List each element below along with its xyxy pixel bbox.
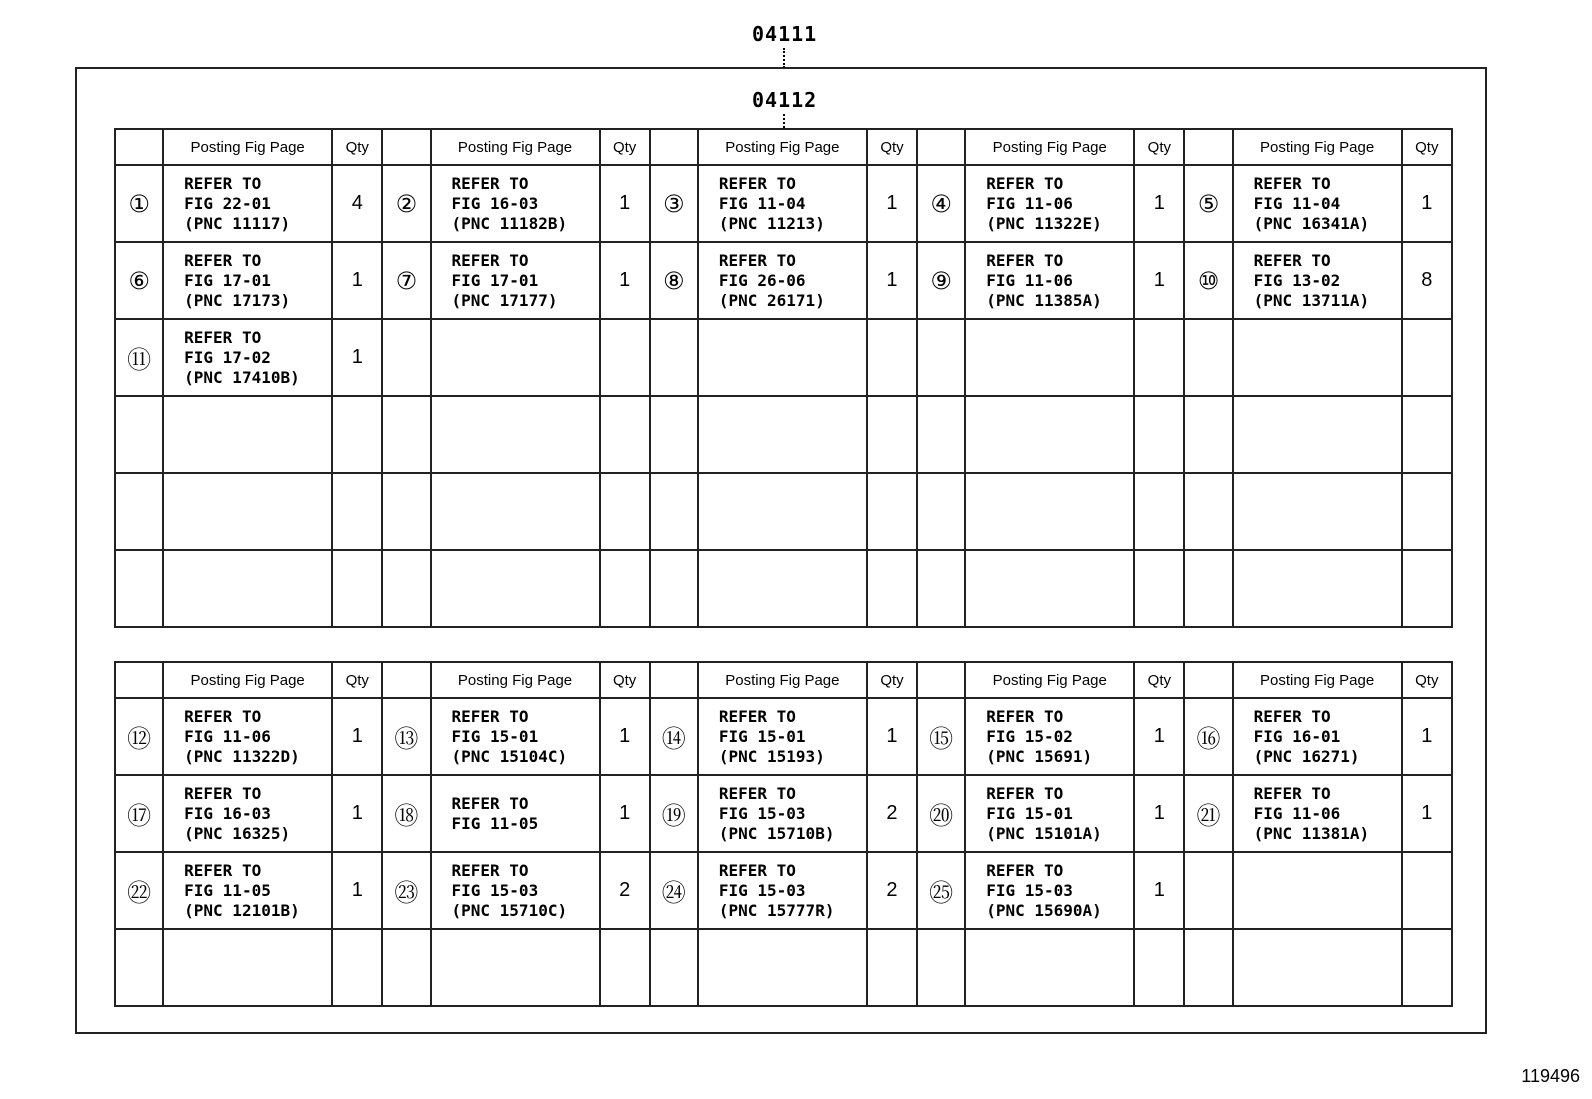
reference-line: (PNC 15104C) [451, 746, 568, 766]
reference-line: FIG 15-03 [718, 803, 806, 823]
reference-line: (PNC 15710B) [718, 823, 835, 843]
reference-line: FIG 11-06 [986, 270, 1073, 290]
header-posting-fig-page: Posting Fig Page [698, 662, 867, 698]
header-posting-fig-page: Posting Fig Page [698, 129, 867, 165]
posting-fig-reference [431, 396, 600, 473]
part-callout-number [650, 550, 698, 627]
part-callout-number [1184, 396, 1232, 473]
reference-line: (PNC 11182B) [451, 213, 568, 233]
posting-fig-reference [431, 698, 600, 775]
posting-fig-reference [965, 396, 1134, 473]
header-posting-fig-page: Posting Fig Page [965, 662, 1134, 698]
posting-fig-reference [163, 550, 332, 627]
header-blank-cell [917, 662, 965, 698]
part-callout-number [650, 929, 698, 1006]
posting-fig-reference [163, 396, 332, 473]
header-qty: Qty [1134, 129, 1184, 165]
part-callout-number: ⑯ [1184, 698, 1232, 775]
part-quantity: 1 [332, 698, 382, 775]
part-callout-number [1184, 550, 1232, 627]
reference-line: REFER TO [184, 783, 262, 803]
reference-line: FIG 11-06 [986, 193, 1073, 213]
posting-fig-reference [431, 165, 600, 242]
reference-line: FIG 13-02 [1253, 270, 1341, 290]
header-qty: Qty [600, 662, 650, 698]
reference-line: (PNC 15691) [986, 746, 1093, 766]
reference-line: REFER TO [718, 706, 796, 726]
part-quantity: 1 [1402, 775, 1452, 852]
table-row [115, 852, 1452, 929]
reference-line: REFER TO [451, 860, 529, 880]
part-quantity: 1 [1402, 165, 1452, 242]
part-callout-number: ㉓ [382, 852, 430, 929]
posting-fig-reference [698, 550, 867, 627]
posting-fig-reference [1233, 242, 1402, 319]
table-row [115, 396, 1452, 473]
part-quantity: 8 [1402, 242, 1452, 319]
posting-fig-reference [965, 775, 1134, 852]
posting-fig-reference [698, 775, 867, 852]
reference-line: (PNC 11385A) [986, 290, 1102, 310]
leader-line-outer [783, 48, 785, 68]
reference-line: FIG 17-01 [451, 270, 539, 290]
posting-fig-reference [965, 319, 1134, 396]
header-blank-cell [917, 129, 965, 165]
reference-line: (PNC 15101A) [986, 823, 1102, 843]
header-qty: Qty [867, 129, 917, 165]
reference-line: FIG 11-04 [718, 193, 806, 213]
part-callout-number [917, 929, 965, 1006]
header-posting-fig-page: Posting Fig Page [163, 662, 332, 698]
reference-line: FIG 15-03 [718, 880, 806, 900]
part-quantity [867, 473, 917, 550]
reference-line: (PNC 26171) [718, 290, 825, 310]
part-quantity: 2 [867, 775, 917, 852]
part-quantity: 2 [600, 852, 650, 929]
reference-line: FIG 16-01 [1253, 726, 1341, 746]
part-quantity [1134, 929, 1184, 1006]
header-qty: Qty [332, 662, 382, 698]
reference-line: FIG 15-02 [986, 726, 1073, 746]
posting-fig-reference [1233, 319, 1402, 396]
table-row [115, 165, 1452, 242]
reference-line: (PNC 17410B) [184, 367, 300, 387]
part-quantity [332, 550, 382, 627]
reference-line: (PNC 16341A) [1253, 213, 1370, 233]
reference-line: (PNC 11117) [184, 213, 291, 233]
part-quantity: 1 [332, 852, 382, 929]
part-quantity: 1 [1134, 775, 1184, 852]
part-quantity: 1 [1134, 242, 1184, 319]
posting-fig-reference [1233, 550, 1402, 627]
reference-line: REFER TO [986, 860, 1064, 880]
part-callout-number: ⑩ [1184, 242, 1232, 319]
header-posting-fig-page: Posting Fig Page [965, 129, 1134, 165]
reference-line: REFER TO [986, 783, 1064, 803]
posting-fig-reference [965, 929, 1134, 1006]
posting-fig-reference [965, 698, 1134, 775]
part-quantity: 1 [1402, 698, 1452, 775]
posting-fig-reference [698, 698, 867, 775]
part-callout-number: ㉕ [917, 852, 965, 929]
reference-line: REFER TO [1253, 706, 1331, 726]
table-row [115, 473, 1452, 550]
part-quantity [1402, 396, 1452, 473]
part-quantity: 1 [600, 242, 650, 319]
reference-line: REFER TO [451, 173, 529, 193]
header-qty: Qty [867, 662, 917, 698]
reference-line: REFER TO [1253, 250, 1331, 270]
part-callout-number: ⑱ [382, 775, 430, 852]
table-row [115, 775, 1452, 852]
posting-fig-reference [163, 165, 332, 242]
posting-fig-reference [163, 775, 332, 852]
header-blank-cell [115, 129, 163, 165]
header-blank-cell [1184, 662, 1232, 698]
part-callout-number [115, 396, 163, 473]
reference-line: REFER TO [718, 250, 796, 270]
reference-line: REFER TO [451, 706, 529, 726]
posting-fig-reference [1233, 698, 1402, 775]
reference-line: REFER TO [184, 250, 262, 270]
reference-line: REFER TO [451, 793, 529, 813]
reference-line: (PNC 12101B) [184, 900, 300, 920]
table-row [115, 550, 1452, 627]
part-quantity: 1 [600, 698, 650, 775]
table-header-row [115, 662, 1452, 698]
part-quantity [600, 929, 650, 1006]
posting-fig-reference [431, 775, 600, 852]
part-quantity [1134, 319, 1184, 396]
posting-fig-reference [698, 929, 867, 1006]
table-header-row [115, 129, 1452, 165]
header-blank-cell [650, 662, 698, 698]
reference-line: REFER TO [1253, 783, 1331, 803]
part-callout-number [917, 319, 965, 396]
part-callout-number: ⑨ [917, 242, 965, 319]
table-row [115, 698, 1452, 775]
reference-line: (PNC 15193) [718, 746, 825, 766]
header-qty: Qty [600, 129, 650, 165]
reference-line: REFER TO [1253, 173, 1331, 193]
part-quantity: 1 [867, 165, 917, 242]
posting-fig-reference [431, 242, 600, 319]
reference-line: REFER TO [718, 783, 796, 803]
part-quantity: 1 [332, 775, 382, 852]
reference-line: FIG 11-05 [184, 880, 271, 900]
posting-fig-reference [163, 852, 332, 929]
posting-fig-reference [163, 242, 332, 319]
part-quantity [1134, 473, 1184, 550]
part-callout-number [650, 319, 698, 396]
reference-line: (PNC 15690A) [986, 900, 1102, 920]
part-callout-number [115, 473, 163, 550]
part-quantity: 1 [867, 242, 917, 319]
part-callout-number [650, 396, 698, 473]
part-callout-number: ⑪ [115, 319, 163, 396]
reference-line: (PNC 17173) [184, 290, 291, 310]
part-quantity: 1 [332, 242, 382, 319]
part-callout-number: ① [115, 165, 163, 242]
posting-fig-reference [431, 319, 600, 396]
reference-line: REFER TO [986, 173, 1064, 193]
reference-line: FIG 16-03 [184, 803, 271, 823]
part-quantity [1134, 396, 1184, 473]
reference-line: FIG 11-04 [1253, 193, 1341, 213]
part-callout-number: ⑫ [115, 698, 163, 775]
posting-fig-reference [698, 473, 867, 550]
assembly-code-inner: 04112 [752, 88, 818, 112]
figure-code: 119496 [1521, 1066, 1580, 1086]
reference-line: FIG 15-03 [451, 880, 539, 900]
posting-fig-reference [163, 698, 332, 775]
part-quantity [1402, 852, 1452, 929]
part-callout-number: ③ [650, 165, 698, 242]
reference-line: FIG 15-01 [718, 726, 806, 746]
part-quantity [1134, 550, 1184, 627]
part-callout-number: ⑭ [650, 698, 698, 775]
posting-fig-reference [965, 852, 1134, 929]
part-callout-number [917, 550, 965, 627]
part-callout-number [650, 473, 698, 550]
part-callout-number: ㉔ [650, 852, 698, 929]
posting-fig-reference [698, 165, 867, 242]
reference-line: REFER TO [184, 860, 262, 880]
header-qty: Qty [332, 129, 382, 165]
part-quantity [867, 929, 917, 1006]
part-callout-number: ⑤ [1184, 165, 1232, 242]
reference-line: (PNC 17177) [451, 290, 558, 310]
part-quantity [600, 473, 650, 550]
reference-line: FIG 26-06 [718, 270, 806, 290]
reference-line: (PNC 11213) [718, 213, 825, 233]
part-callout-number: ⑳ [917, 775, 965, 852]
reference-line: FIG 11-06 [184, 726, 271, 746]
header-blank-cell [382, 662, 430, 698]
leader-line-inner [783, 114, 785, 128]
part-callout-number [115, 550, 163, 627]
part-callout-number [382, 550, 430, 627]
part-callout-number: ② [382, 165, 430, 242]
posting-fig-reference [965, 473, 1134, 550]
posting-fig-reference [698, 852, 867, 929]
reference-line: REFER TO [986, 250, 1064, 270]
part-callout-number: ⑧ [650, 242, 698, 319]
part-quantity [1402, 550, 1452, 627]
table-row [115, 319, 1452, 396]
header-qty: Qty [1134, 662, 1184, 698]
part-quantity [867, 550, 917, 627]
reference-line: REFER TO [718, 173, 796, 193]
part-quantity [600, 396, 650, 473]
posting-fig-reference [965, 165, 1134, 242]
posting-fig-reference [431, 929, 600, 1006]
posting-fig-reference [431, 473, 600, 550]
reference-line: FIG 15-01 [451, 726, 539, 746]
part-quantity [1402, 929, 1452, 1006]
reference-line: FIG 22-01 [184, 193, 271, 213]
part-quantity [1402, 473, 1452, 550]
reference-line: REFER TO [718, 860, 796, 880]
posting-fig-reference [1233, 396, 1402, 473]
header-posting-fig-page: Posting Fig Page [1233, 129, 1402, 165]
header-qty: Qty [1402, 662, 1452, 698]
part-callout-number: ④ [917, 165, 965, 242]
header-posting-fig-page: Posting Fig Page [431, 662, 600, 698]
header-blank-cell [115, 662, 163, 698]
part-quantity: 1 [332, 319, 382, 396]
part-quantity: 1 [600, 165, 650, 242]
part-callout-number [1184, 929, 1232, 1006]
header-posting-fig-page: Posting Fig Page [431, 129, 600, 165]
posting-fig-reference [163, 929, 332, 1006]
parts-reference-table-top [114, 128, 1453, 628]
part-callout-number [115, 929, 163, 1006]
table-row [115, 929, 1452, 1006]
posting-fig-reference [698, 319, 867, 396]
reference-line: FIG 11-05 [451, 813, 539, 833]
parts-reference-table-bottom [114, 661, 1453, 1007]
part-callout-number: ⑬ [382, 698, 430, 775]
part-quantity: 4 [332, 165, 382, 242]
part-quantity [600, 319, 650, 396]
posting-fig-reference [163, 319, 332, 396]
part-quantity [332, 929, 382, 1006]
reference-line: REFER TO [184, 327, 262, 347]
part-quantity [867, 319, 917, 396]
part-callout-number: ⑦ [382, 242, 430, 319]
reference-line: REFER TO [184, 173, 262, 193]
reference-line: (PNC 15710C) [451, 900, 568, 920]
reference-line: FIG 16-03 [451, 193, 539, 213]
reference-line: FIG 17-02 [184, 347, 271, 367]
header-blank-cell [1184, 129, 1232, 165]
assembly-code-outer: 04111 [752, 22, 818, 46]
reference-line: (PNC 15777R) [718, 900, 835, 920]
reference-line: (PNC 16325) [184, 823, 291, 843]
part-quantity [332, 396, 382, 473]
part-quantity: 1 [600, 775, 650, 852]
part-quantity [332, 473, 382, 550]
reference-line: (PNC 11322D) [184, 746, 300, 766]
part-callout-number [1184, 319, 1232, 396]
posting-fig-reference [965, 550, 1134, 627]
part-callout-number [382, 319, 430, 396]
header-qty: Qty [1402, 129, 1452, 165]
reference-line: FIG 17-01 [184, 270, 271, 290]
part-callout-number [382, 929, 430, 1006]
reference-line: (PNC 16271) [1253, 746, 1360, 766]
part-callout-number [382, 473, 430, 550]
table-row [115, 242, 1452, 319]
posting-fig-reference [1233, 473, 1402, 550]
posting-fig-reference [965, 242, 1134, 319]
header-blank-cell [382, 129, 430, 165]
reference-line: (PNC 13711A) [1253, 290, 1370, 310]
posting-fig-reference [1233, 775, 1402, 852]
posting-fig-reference [163, 473, 332, 550]
part-callout-number: ㉒ [115, 852, 163, 929]
reference-line: FIG 11-06 [1253, 803, 1341, 823]
part-callout-number [382, 396, 430, 473]
part-callout-number [1184, 852, 1232, 929]
posting-fig-reference [431, 852, 600, 929]
part-quantity: 1 [1134, 852, 1184, 929]
reference-line: (PNC 11322E) [986, 213, 1102, 233]
part-quantity [1402, 319, 1452, 396]
part-callout-number [1184, 473, 1232, 550]
posting-fig-reference [1233, 929, 1402, 1006]
part-callout-number: ⑰ [115, 775, 163, 852]
header-posting-fig-page: Posting Fig Page [1233, 662, 1402, 698]
posting-fig-reference [698, 242, 867, 319]
posting-fig-reference [1233, 165, 1402, 242]
part-callout-number: ⑮ [917, 698, 965, 775]
posting-fig-reference [431, 550, 600, 627]
reference-line: FIG 15-01 [986, 803, 1073, 823]
posting-fig-reference [698, 396, 867, 473]
part-callout-number [917, 473, 965, 550]
posting-fig-reference [1233, 852, 1402, 929]
part-quantity: 1 [867, 698, 917, 775]
reference-line: FIG 15-03 [986, 880, 1073, 900]
part-callout-number: ⑲ [650, 775, 698, 852]
reference-line: REFER TO [184, 706, 262, 726]
part-callout-number [917, 396, 965, 473]
reference-line: (PNC 11381A) [1253, 823, 1370, 843]
header-blank-cell [650, 129, 698, 165]
header-posting-fig-page: Posting Fig Page [163, 129, 332, 165]
part-quantity [600, 550, 650, 627]
reference-line: REFER TO [986, 706, 1064, 726]
part-callout-number: ㉑ [1184, 775, 1232, 852]
part-callout-number: ⑥ [115, 242, 163, 319]
part-quantity [867, 396, 917, 473]
reference-line: REFER TO [451, 250, 529, 270]
part-quantity: 2 [867, 852, 917, 929]
part-quantity: 1 [1134, 698, 1184, 775]
part-quantity: 1 [1134, 165, 1184, 242]
